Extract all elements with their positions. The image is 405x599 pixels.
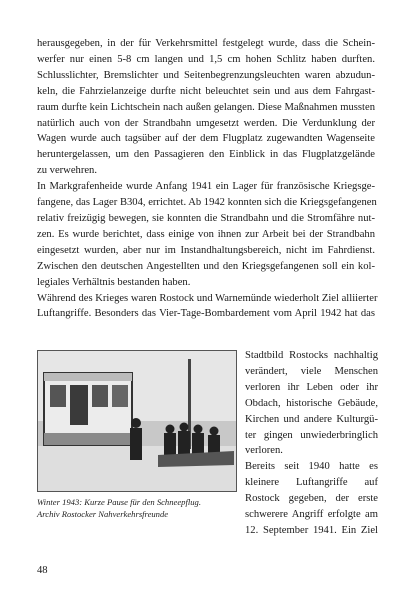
text-line: werfer nur einen 5-8 cm langen und 1,5 cm hohen Schlitz haben durften. xyxy=(37,53,375,65)
text-line: zen. Es wurde berichtet, dass einige von ihnen zur Arbeit bei der Strandbahn xyxy=(37,228,375,240)
body-text xyxy=(37,36,378,322)
text-line: legiales Verhältnis bestanden haben. xyxy=(37,276,191,288)
text-line: kleinere Luftangriffe auf xyxy=(245,477,378,489)
text-line: heruntergelassen, um den Passagieren den Einblick in das Flugplatzgelände xyxy=(37,149,375,161)
text-line: ter gingen unwiederbringlich xyxy=(245,429,378,441)
text-line: Während des Krieges waren Rostock und Warnemünde wiederholt Ziel alliierter xyxy=(37,292,378,304)
text-line: schwerere Angriff erfolgte am xyxy=(245,509,378,521)
caption-line: Winter 1943: Kurze Pause für den Schneepflug. xyxy=(37,497,201,507)
text-line: herausgegeben, in der für Verkehrsmittel festgelegt wurde, dass die Schein- xyxy=(37,38,375,49)
text-line: Stadtbild Rostocks nachhaltig xyxy=(245,350,378,361)
text-line: eingesetzt wurden, aber nur im Instandhaltungsbereich, nicht im Fahrdienst. xyxy=(37,244,375,256)
caption-credit: Archiv Rostocker Nahverkehrsfreunde xyxy=(37,509,169,519)
text-line: Luftangriffe. Besonders das Vier-Tage-Bombardement vom April 1942 hat das xyxy=(37,308,375,320)
photo-caption xyxy=(37,496,242,520)
text-line: Wagen wurde auch tagsüber auf der dem Flugplatz zugewandten Wagenseite xyxy=(37,133,375,145)
text-line: fangene, das Lager B304, errichtet. Ab 1942 konnten sich die Kriegsgefangenen xyxy=(37,197,377,209)
text-line: Bereits seit 1940 hatte es xyxy=(245,461,378,473)
text-line: Obdach, historische Gebäude, xyxy=(245,397,378,409)
text-line: Zwischen den deutschen Angestellten und den Kriegsgefangenen soll ein kol- xyxy=(37,260,375,272)
text-line: verloren. xyxy=(245,445,283,457)
text-line: zu verwehren. xyxy=(37,165,97,177)
historical-photo xyxy=(37,350,237,492)
text-line: natürlich auch von der Strandbahn umgesetzt werden. Die Verdunklung der xyxy=(37,117,375,129)
text-line: keln, die Fahrzielanzeige durfte nicht beleuchtet sein und aus dem Fahrgast- xyxy=(37,85,375,97)
text-line: raum durfte kein Lichtschein nach außen gelangen. Diese Maßnahmen mussten xyxy=(37,101,375,113)
page-number: 48 xyxy=(37,565,48,576)
text-line: 12. September 1941. Ein Ziel xyxy=(245,524,378,536)
text-line: In Markgrafenheide wurde Anfang 1941 ein Lager für französische Kriegsge- xyxy=(37,181,375,193)
tram-snow-photo-illustration xyxy=(38,351,236,491)
right-text-column xyxy=(245,348,378,539)
text-line: verloren ihr Leben oder ihr xyxy=(245,381,378,393)
text-line: verändert, viele Menschen xyxy=(245,365,378,377)
text-line: Rostock gegeben, der erste xyxy=(245,493,378,505)
text-line: Kirchen und andere Kulturgü- xyxy=(245,413,378,425)
text-line: Schlusslichter, Bremslichter und Seitenbegrenzungsleuchten waren abzudun- xyxy=(37,69,375,81)
text-line: relativ freizügig bewegen, sie konnten die Strandbahn und die Stromfähre nut- xyxy=(37,212,375,224)
